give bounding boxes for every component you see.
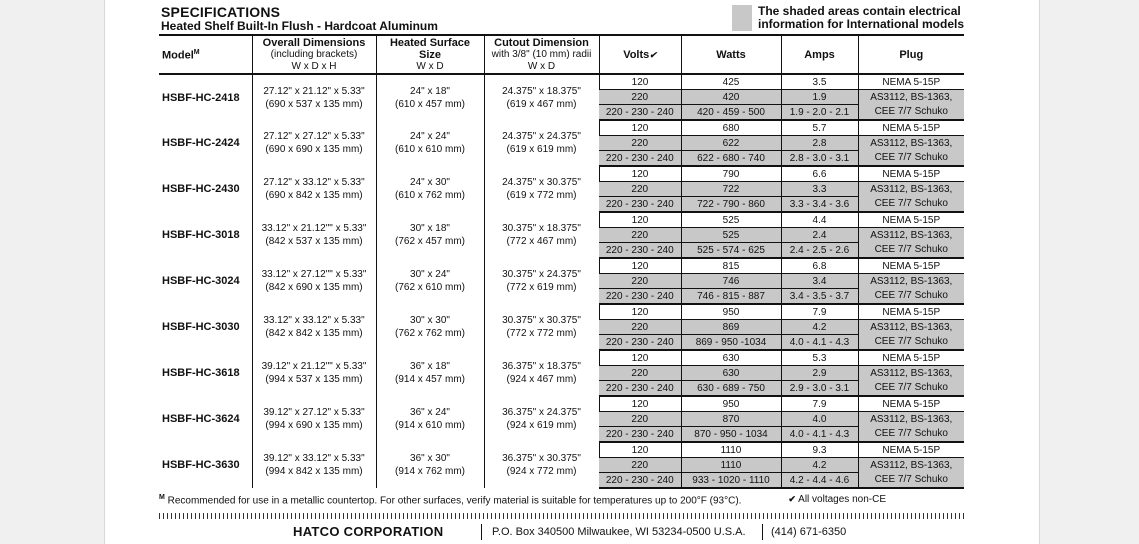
volts-cell: 220 - 230 - 240 [599,105,681,121]
check-mark-icon: ✔ [788,494,796,504]
shade-legend [732,5,964,33]
col-plug-label: Plug [899,48,924,61]
tick-divider [159,513,964,519]
heated-surface-cell-mm: (762 x 762 mm) [394,328,466,339]
cutout-dimension-cell-mm: (924 x 772 mm) [506,466,577,477]
overall-dimensions-cell-in: 39.12" x 27.12" x 5.33" [263,407,365,418]
page-title: SPECIFICATIONS [161,4,281,20]
plug-cell: AS3112, BS-1363, [858,320,964,335]
cutout-dimension-cell [484,442,599,488]
shade-legend-line-1: The shaded areas contain electrical [757,4,961,18]
col-cutout-label: Cutout Dimension [494,36,589,49]
overall-dimensions-cell-in: 39.12" x 21.12"" x 5.33" [261,361,367,372]
col-cutout-sub2: W x D [527,60,556,72]
plug-cell: AS3112, BS-1363, [858,412,964,427]
shade-swatch [732,5,752,31]
heated-surface-cell-mm: (610 x 457 mm) [394,98,466,110]
watts-cell: 870 [681,412,781,427]
plug-cell: CEE 7/7 Schuko [858,289,964,305]
model-cell: HSBF-HC-2424 [162,137,240,149]
amps-cell: 2.9 [781,366,858,381]
amps-cell: 3.5 [781,74,858,90]
watts-cell: 950 [681,304,781,320]
volts-cell: 120 [599,120,681,136]
watts-cell: 870 - 950 - 1034 [681,427,781,443]
heated-surface-cell-in: 24" x 18" [410,85,450,97]
plug-cell: NEMA 5-15P [858,396,964,412]
amps-cell: 2.4 - 2.5 - 2.6 [781,243,858,259]
table-row [159,258,964,274]
check-mark-icon: ✔ [649,49,657,60]
footer-divider [481,524,482,540]
heated-surface-cell-in: 30" x 30" [410,315,450,326]
heated-surface-cell-mm: (610 x 762 mm) [394,190,466,201]
model-cell: HSBF-HC-2418 [162,91,240,104]
plug-cell: NEMA 5-15P [858,442,964,458]
cutout-dimension-cell-in: 36.375" x 18.375" [502,361,581,372]
volts-cell: 120 [599,166,681,182]
amps-cell: 3.4 - 3.5 - 3.7 [781,289,858,305]
heated-surface-cell [376,350,484,396]
cutout-dimension-cell-in: 36.375" x 30.375" [502,453,581,464]
heated-surface-cell [376,258,484,304]
plug-cell: CEE 7/7 Schuko [858,151,964,167]
volts-cell: 120 [599,212,681,228]
cutout-dimension-cell [484,74,599,120]
plug-cell: CEE 7/7 Schuko [858,105,964,121]
amps-cell: 4.0 - 4.1 - 4.3 [781,335,858,351]
model-cell: HSBF-HC-3630 [162,459,240,471]
cutout-dimension-cell-in: 24.375" x 18.375" [502,85,581,97]
cutout-dimension-cell [484,396,599,442]
amps-cell: 7.9 [781,396,858,412]
table-row [159,442,964,458]
cutout-dimension-cell-mm: (772 x 772 mm) [506,328,577,339]
watts-cell: 630 [681,350,781,366]
overall-dimensions-cell-mm: (994 x 537 x 135 mm) [265,374,363,385]
heated-surface-cell-mm: (762 x 457 mm) [394,236,466,247]
watts-cell: 622 [681,136,781,151]
heated-surface-cell-in: 30" x 24" [410,269,450,280]
watts-cell: 420 - 459 - 500 [681,105,781,121]
plug-cell: CEE 7/7 Schuko [858,473,964,489]
cutout-dimension-cell-mm: (619 x 619 mm) [506,144,577,155]
shade-legend-text [758,5,964,31]
plug-cell: CEE 7/7 Schuko [858,197,964,213]
volts-cell: 120 [599,304,681,320]
plug-cell: NEMA 5-15P [858,304,964,320]
amps-cell: 3.4 [781,274,858,289]
heated-surface-cell [376,442,484,488]
col-cutout [484,36,599,74]
volts-cell: 220 [599,366,681,381]
watts-cell: 746 [681,274,781,289]
col-watts [681,36,781,74]
heated-surface-cell-in: 36" x 18" [410,361,450,372]
heated-surface-cell-mm: (914 x 610 mm) [394,420,466,431]
footer-divider [762,524,763,540]
volts-cell: 220 - 230 - 240 [599,197,681,213]
plug-cell: AS3112, BS-1363, [858,228,964,243]
volts-cell: 220 [599,320,681,335]
watts-cell: 722 [681,182,781,197]
watts-cell: 425 [681,74,781,90]
col-amps [781,36,858,74]
watts-cell: 722 - 790 - 860 [681,197,781,213]
heated-surface-cell [376,212,484,258]
volts-cell: 220 - 230 - 240 [599,335,681,351]
amps-cell: 2.8 [781,136,858,151]
col-amps-label: Amps [804,48,835,61]
heated-surface-cell-in: 24" x 30" [410,177,450,188]
watts-cell: 1110 [681,442,781,458]
volts-cell: 220 - 230 - 240 [599,473,681,489]
volts-cell: 220 [599,228,681,243]
overall-dimensions-cell-in: 27.12" x 33.12" x 5.33" [263,177,365,188]
heated-surface-cell-in: 36" x 24" [410,407,450,418]
col-watts-label: Watts [716,48,746,61]
watts-cell: 1110 [681,458,781,473]
col-cutout-sub1: with 3/8" (10 mm) radii [491,48,592,60]
amps-cell: 4.0 [781,412,858,427]
heated-surface-cell [376,74,484,120]
footnote-metallic [159,494,741,506]
overall-dimensions-cell-mm: (842 x 842 x 135 mm) [265,328,363,339]
overall-dimensions-cell [252,120,376,166]
plug-cell: NEMA 5-15P [858,120,964,136]
cutout-dimension-cell [484,304,599,350]
col-heated-sub: W x D [416,60,444,72]
overall-dimensions-cell-in: 27.12" x 27.12" x 5.33" [263,131,365,142]
table-row [159,304,964,320]
watts-cell: 420 [681,90,781,105]
m-mark-icon: M [159,494,165,501]
heated-surface-cell-mm: (914 x 762 mm) [394,466,466,477]
amps-cell: 4.2 [781,320,858,335]
document-page [104,0,1040,544]
amps-cell: 6.8 [781,258,858,274]
overall-dimensions-cell-in: 33.12" x 27.12"" x 5.33" [261,269,367,280]
heated-surface-cell-mm: (914 x 457 mm) [394,374,466,385]
plug-cell: NEMA 5-15P [858,258,964,274]
col-overall-sub1: (including brackets) [270,48,358,60]
plug-cell: CEE 7/7 Schuko [858,335,964,351]
overall-dimensions-cell [252,212,376,258]
model-cell: HSBF-HC-3618 [162,367,240,379]
volts-cell: 120 [599,350,681,366]
cutout-dimension-cell [484,166,599,212]
overall-dimensions-cell-mm: (994 x 690 x 135 mm) [265,420,363,431]
heated-surface-cell-in: 30" x 18" [410,223,450,234]
volts-cell: 220 - 230 - 240 [599,427,681,443]
watts-cell: 680 [681,120,781,136]
overall-dimensions-cell-mm: (690 x 842 x 135 mm) [265,190,363,201]
cutout-dimension-cell-mm: (619 x 772 mm) [506,190,577,201]
volts-cell: 220 - 230 - 240 [599,289,681,305]
amps-cell: 4.2 [781,458,858,473]
overall-dimensions-cell-mm: (842 x 537 x 135 mm) [265,236,363,247]
table-row [159,212,964,228]
amps-cell: 9.3 [781,442,858,458]
watts-cell: 630 - 689 - 750 [681,381,781,397]
plug-cell: NEMA 5-15P [858,74,964,90]
plug-cell: AS3112, BS-1363, [858,458,964,473]
amps-cell: 4.4 [781,212,858,228]
overall-dimensions-cell [252,304,376,350]
model-cell: HSBF-HC-2430 [162,183,240,195]
plug-cell: AS3112, BS-1363, [858,182,964,197]
amps-cell: 1.9 [781,90,858,105]
cutout-dimension-cell-in: 36.375" x 24.375" [502,407,581,418]
amps-cell: 4.2 - 4.4 - 4.6 [781,473,858,489]
company-phone: (414) 671-6350 [771,526,847,538]
overall-dimensions-cell [252,350,376,396]
cutout-dimension-cell-mm: (619 x 467 mm) [506,98,577,110]
overall-dimensions-cell [252,442,376,488]
volts-cell: 220 - 230 - 240 [599,243,681,259]
cutout-dimension-cell-in: 30.375" x 30.375" [502,315,581,326]
volts-cell: 220 [599,458,681,473]
volts-cell: 120 [599,442,681,458]
table-row [159,396,964,412]
watts-cell: 933 - 1020 - 1110 [681,473,781,489]
watts-cell: 950 [681,396,781,412]
table-row [159,166,964,182]
amps-cell: 7.9 [781,304,858,320]
watts-cell: 622 - 680 - 740 [681,151,781,167]
overall-dimensions-cell-in: 39.12" x 33.12" x 5.33" [263,453,365,464]
amps-cell: 6.6 [781,166,858,182]
volts-cell: 220 - 230 - 240 [599,381,681,397]
heated-surface-cell-mm: (762 x 610 mm) [394,282,466,293]
cutout-dimension-cell [484,258,599,304]
col-plug [858,36,964,74]
model-cell: HSBF-HC-3030 [162,321,240,333]
model-cell: HSBF-HC-3018 [162,229,240,241]
amps-cell: 2.8 - 3.0 - 3.1 [781,151,858,167]
plug-cell: CEE 7/7 Schuko [858,427,964,443]
spec-table [159,36,964,489]
overall-dimensions-cell [252,258,376,304]
footnote-voltage [788,494,886,505]
volts-cell: 220 [599,182,681,197]
col-overall-sub2: W x D x H [291,60,337,72]
heated-surface-cell-in: 24" x 24" [410,131,450,142]
company-address: P.O. Box 340500 Milwaukee, WI 53234-0500 U.S.A. [492,526,746,538]
col-overall [252,36,376,74]
watts-cell: 630 [681,366,781,381]
amps-cell: 3.3 [781,182,858,197]
cutout-dimension-cell-in: 30.375" x 24.375" [502,269,581,280]
col-volts-label: Volts [623,48,650,61]
cutout-dimension-cell-mm: (924 x 619 mm) [506,420,577,431]
cutout-dimension-cell [484,212,599,258]
watts-cell: 746 - 815 - 887 [681,289,781,305]
watts-cell: 790 [681,166,781,182]
col-heated [376,36,484,74]
company-name: HATCO CORPORATION [293,524,444,539]
overall-dimensions-cell-in: 33.12" x 33.12" x 5.33" [263,315,365,326]
plug-cell: CEE 7/7 Schuko [858,243,964,259]
col-volts [599,36,681,74]
col-overall-label: Overall Dimensions [262,36,366,49]
cutout-dimension-cell [484,120,599,166]
table-header-row [159,36,964,74]
amps-cell: 2.9 - 3.0 - 3.1 [781,381,858,397]
overall-dimensions-cell [252,396,376,442]
amps-cell: 5.7 [781,120,858,136]
volts-cell: 220 - 230 - 240 [599,151,681,167]
model-cell: HSBF-HC-3624 [162,413,240,425]
amps-cell: 4.0 - 4.1 - 4.3 [781,427,858,443]
table-body [159,74,964,488]
overall-dimensions-cell [252,74,376,120]
heated-surface-cell-mm: (610 x 610 mm) [394,144,466,155]
volts-cell: 120 [599,396,681,412]
heated-surface-cell-in: 36" x 30" [410,453,450,464]
cutout-dimension-cell-mm: (772 x 467 mm) [506,236,577,247]
watts-cell: 525 [681,228,781,243]
plug-cell: AS3112, BS-1363, [858,274,964,289]
volts-cell: 220 [599,412,681,427]
table-row [159,74,964,90]
amps-cell: 1.9 - 2.0 - 2.1 [781,105,858,121]
overall-dimensions-cell [252,166,376,212]
plug-cell: AS3112, BS-1363, [858,90,964,105]
overall-dimensions-cell-mm: (994 x 842 x 135 mm) [265,466,363,477]
cutout-dimension-cell-in: 30.375" x 18.375" [502,223,581,234]
plug-cell: NEMA 5-15P [858,166,964,182]
plug-cell: AS3112, BS-1363, [858,136,964,151]
volts-cell: 220 [599,90,681,105]
overall-dimensions-cell-mm: (690 x 537 x 135 mm) [265,98,363,110]
plug-cell: CEE 7/7 Schuko [858,381,964,397]
page-subtitle: Heated Shelf Built-In Flush - Hardcoat Aluminum [161,19,438,33]
overall-dimensions-cell-in: 27.12" x 21.12" x 5.33" [263,85,365,97]
watts-cell: 869 [681,320,781,335]
watts-cell: 525 - 574 - 625 [681,243,781,259]
heated-surface-cell [376,304,484,350]
model-cell: HSBF-HC-3024 [162,275,240,287]
heated-surface-cell [376,120,484,166]
col-model [159,36,252,74]
overall-dimensions-cell-mm: (842 x 690 x 135 mm) [265,282,363,293]
col-heated-label: Heated Surface Size [389,36,471,61]
watts-cell: 869 - 950 -1034 [681,335,781,351]
footnote-voltage-text: All voltages non-CE [795,494,886,505]
volts-cell: 220 [599,136,681,151]
amps-cell: 2.4 [781,228,858,243]
cutout-dimension-cell-in: 24.375" x 30.375" [502,177,581,188]
plug-cell: AS3112, BS-1363, [858,366,964,381]
cutout-dimension-cell-mm: (772 x 619 mm) [506,282,577,293]
col-model-label: Model [162,49,194,62]
overall-dimensions-cell-in: 33.12" x 21.12"" x 5.33" [261,223,367,234]
page-footer [159,524,964,544]
watts-cell: 525 [681,212,781,228]
m-mark-icon: M [193,49,200,57]
overall-dimensions-cell-mm: (690 x 690 x 135 mm) [265,144,363,155]
table-row [159,350,964,366]
plug-cell: NEMA 5-15P [858,350,964,366]
amps-cell: 3.3 - 3.4 - 3.6 [781,197,858,213]
shade-legend-line-2: information for International models [757,17,964,31]
volts-cell: 120 [599,74,681,90]
watts-cell: 815 [681,258,781,274]
volts-cell: 220 [599,274,681,289]
heated-surface-cell [376,166,484,212]
heated-surface-cell [376,396,484,442]
cutout-dimension-cell-mm: (924 x 467 mm) [506,374,577,385]
amps-cell: 5.3 [781,350,858,366]
volts-cell: 120 [599,258,681,274]
cutout-dimension-cell [484,350,599,396]
footnote-metallic-text: Recommended for use in a metallic countertop. For other surfaces, verify material is suitable for temperatures up to 200°F (93°C). [164,495,742,507]
table-row [159,120,964,136]
cutout-dimension-cell-in: 24.375" x 24.375" [502,131,581,142]
plug-cell: NEMA 5-15P [858,212,964,228]
